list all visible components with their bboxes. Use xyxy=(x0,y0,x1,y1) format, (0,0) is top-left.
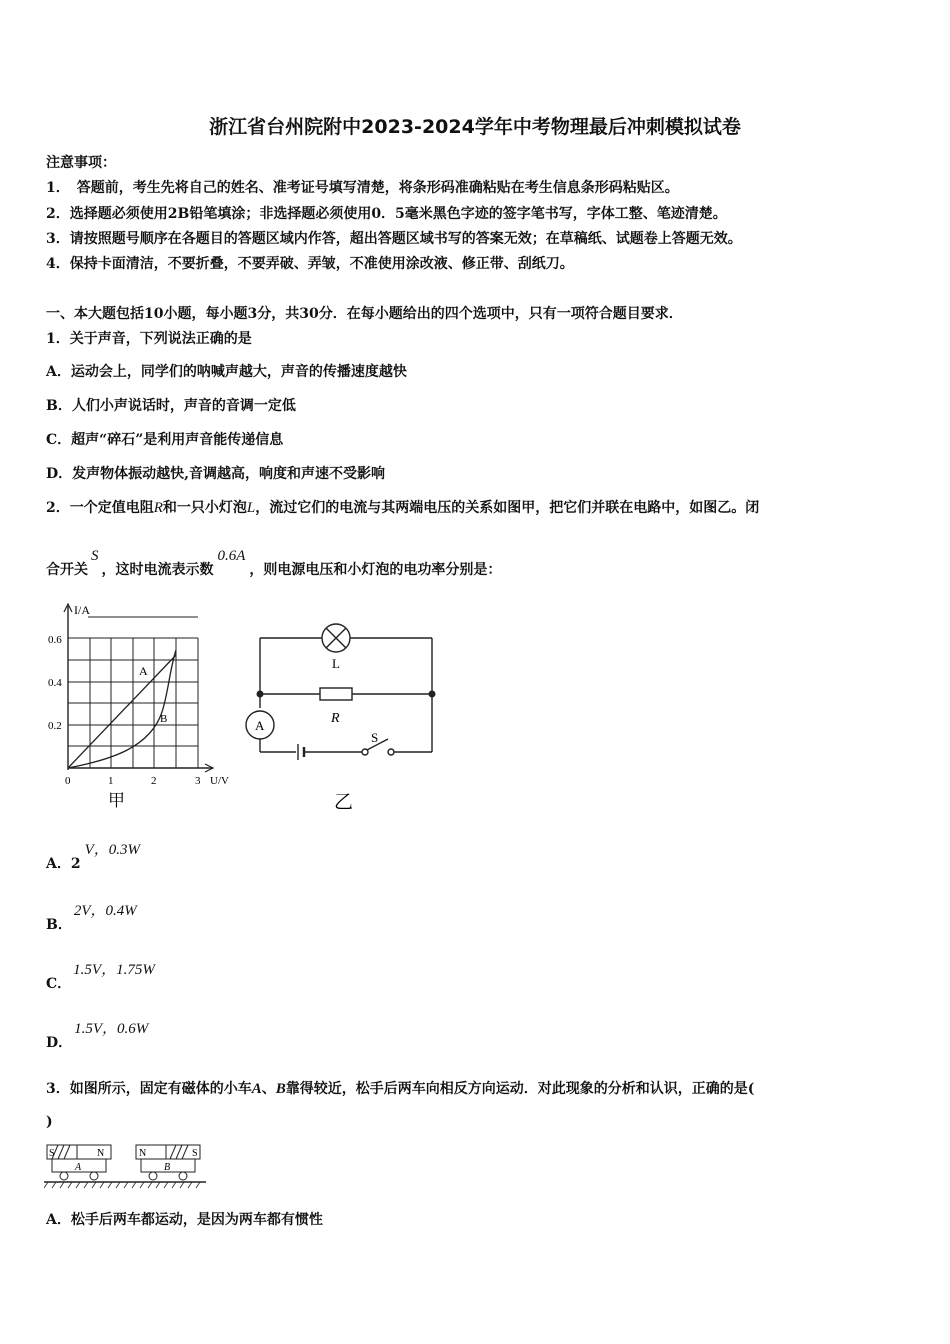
series-a-line xyxy=(68,655,176,768)
junction-dot xyxy=(429,691,436,698)
x-tick-label: 0 xyxy=(65,775,71,787)
q2-stem-part: 2．一个定值电阻 xyxy=(46,500,154,516)
option-expression: 1.5V，0.6W xyxy=(74,1021,149,1037)
q2-stem-line2 xyxy=(46,548,502,579)
q3-stem xyxy=(46,1078,754,1098)
q3-stem-part: 3．如图所示，固定有磁体的小车 xyxy=(46,1081,252,1097)
hatch xyxy=(182,1145,188,1159)
notice-heading: 注意事项： xyxy=(46,155,116,171)
notice-item: 3．请按照题号顺序在各题目的答题区域内作答，超出答题区域书写的答案无效；在草稿纸、试题卷上答题无效。 xyxy=(46,231,742,247)
option-expression: 2V，0.4W xyxy=(73,903,137,919)
q3-option-a: A．松手后两车都运动，是因为两车都有惯性 xyxy=(46,1212,323,1228)
q1-option-b: B．人们小声说话时，声音的音调一定低 xyxy=(46,398,296,414)
q2-symbol-r: R xyxy=(153,500,163,516)
q2-stem-part: ，这时电流表示数 xyxy=(101,562,214,578)
x-tick-label: 1 xyxy=(108,775,114,787)
pole-label: N xyxy=(97,1148,105,1159)
option-letter: D． xyxy=(46,1035,73,1051)
y-tick-label: 0.6 xyxy=(48,634,62,646)
notice-item: 1． 答题前，考生先将自己的姓名、准考证号填写清楚，将条形码准确粘贴在考生信息条形码粘贴区。 xyxy=(46,180,679,196)
q1-option-d: D．发声物体振动越快,音调越高，响度和声速不受影响 xyxy=(46,466,386,482)
q3-stem-part: 靠得较近，松手后两车向相反方向运动．对此现象的分析和认识，正确的是( xyxy=(285,1081,755,1097)
page-title: 浙江省台州院附中2023-2024学年中考物理最后冲刺模拟试卷 xyxy=(209,116,741,138)
y-axis-label: I/A xyxy=(74,603,90,617)
q3-stem-end: ) xyxy=(46,1114,53,1130)
q1-option-c: C．超声“碎石”是利用声音能传递信息 xyxy=(46,432,284,448)
car-label: A xyxy=(75,1162,82,1173)
wheel xyxy=(179,1172,187,1180)
section-heading: 一、本大题包括10小题，每小题3分，共30分．在每小题给出的四个选项中，只有一项符合题目要求． xyxy=(46,306,683,322)
option-letter: B． xyxy=(46,917,72,933)
pole-label: S xyxy=(49,1148,55,1159)
notice-item: 2．选择题必须使用2B铅笔填涂；非选择题必须使用0．5毫米黑色字迹的签字笔书写，字体工整、笔迹清楚。 xyxy=(46,206,727,222)
q2-symbol-l: L xyxy=(246,500,256,516)
iu-graph xyxy=(40,598,250,813)
switch-contact xyxy=(388,749,394,755)
lamp-label: L xyxy=(332,656,340,671)
q2-option-b xyxy=(46,899,137,933)
q2-stem-part: ，流过它们的电流与其两端电压的关系如图甲，把它们并联在电路中，如图乙。闭 xyxy=(255,500,760,516)
q2-stem-part: ，则电源电压和小灯泡的电功率分别是： xyxy=(249,562,502,578)
notice-item: 4．保持卡面清洁，不要折叠，不要弄破、弄皱，不准使用涂改液、修正带、刮纸刀。 xyxy=(46,256,574,272)
circuit-caption: 乙 xyxy=(334,791,354,813)
hatch xyxy=(176,1145,182,1159)
option-letter: A． xyxy=(46,856,71,872)
x-tick-label: 3 xyxy=(195,775,201,787)
q2-option-d xyxy=(46,1017,149,1051)
wheel xyxy=(90,1172,98,1180)
q2-stem-part: 合开关 xyxy=(46,562,88,578)
hatch xyxy=(64,1145,70,1159)
q1-option-a: A．运动会上，同学们的呐喊声越大，声音的传播速度越快 xyxy=(46,364,407,380)
circuit-diagram xyxy=(238,618,448,818)
option-value: 2 xyxy=(70,856,81,872)
q2-symbol-s: S xyxy=(91,548,99,564)
resistor-label: R xyxy=(331,711,340,726)
x-axis-label: U/V xyxy=(210,775,229,787)
q3-car-b: B xyxy=(275,1081,286,1097)
pole-label: S xyxy=(192,1148,198,1159)
series-b-label: B xyxy=(160,713,168,725)
q3-car-a: A xyxy=(251,1081,262,1097)
option-expression: V，0.3W xyxy=(84,842,141,858)
wheel xyxy=(60,1172,68,1180)
q3-stem-part: 、 xyxy=(261,1081,276,1097)
switch-label: S xyxy=(371,730,379,745)
q2-option-c xyxy=(46,958,155,992)
magnet-cars-figure xyxy=(44,1142,208,1194)
q2-option-a xyxy=(46,838,141,872)
wheel xyxy=(149,1172,157,1180)
graph-caption: 甲 xyxy=(108,791,125,811)
y-tick-label: 0.4 xyxy=(48,677,62,689)
ammeter-label: A xyxy=(255,718,265,733)
hatch xyxy=(170,1145,176,1159)
pole-label: N xyxy=(139,1148,147,1159)
junction-dot xyxy=(257,691,264,698)
option-expression: 1.5V，1.75W xyxy=(73,962,155,978)
ground-hatch xyxy=(44,1182,200,1188)
hatch xyxy=(58,1145,64,1159)
q1-stem: 1．关于声音，下列说法正确的是 xyxy=(46,331,252,347)
q2-current-value: 0.6A xyxy=(217,548,246,564)
q2-stem-part: 和一只小灯泡 xyxy=(162,500,247,516)
car-label: B xyxy=(164,1162,171,1173)
y-tick-label: 0.2 xyxy=(48,720,62,732)
option-letter: C． xyxy=(46,976,72,992)
series-a-label: A xyxy=(139,664,148,678)
x-tick-label: 2 xyxy=(151,775,157,787)
q2-stem xyxy=(46,497,759,517)
resistor-symbol xyxy=(320,688,352,700)
